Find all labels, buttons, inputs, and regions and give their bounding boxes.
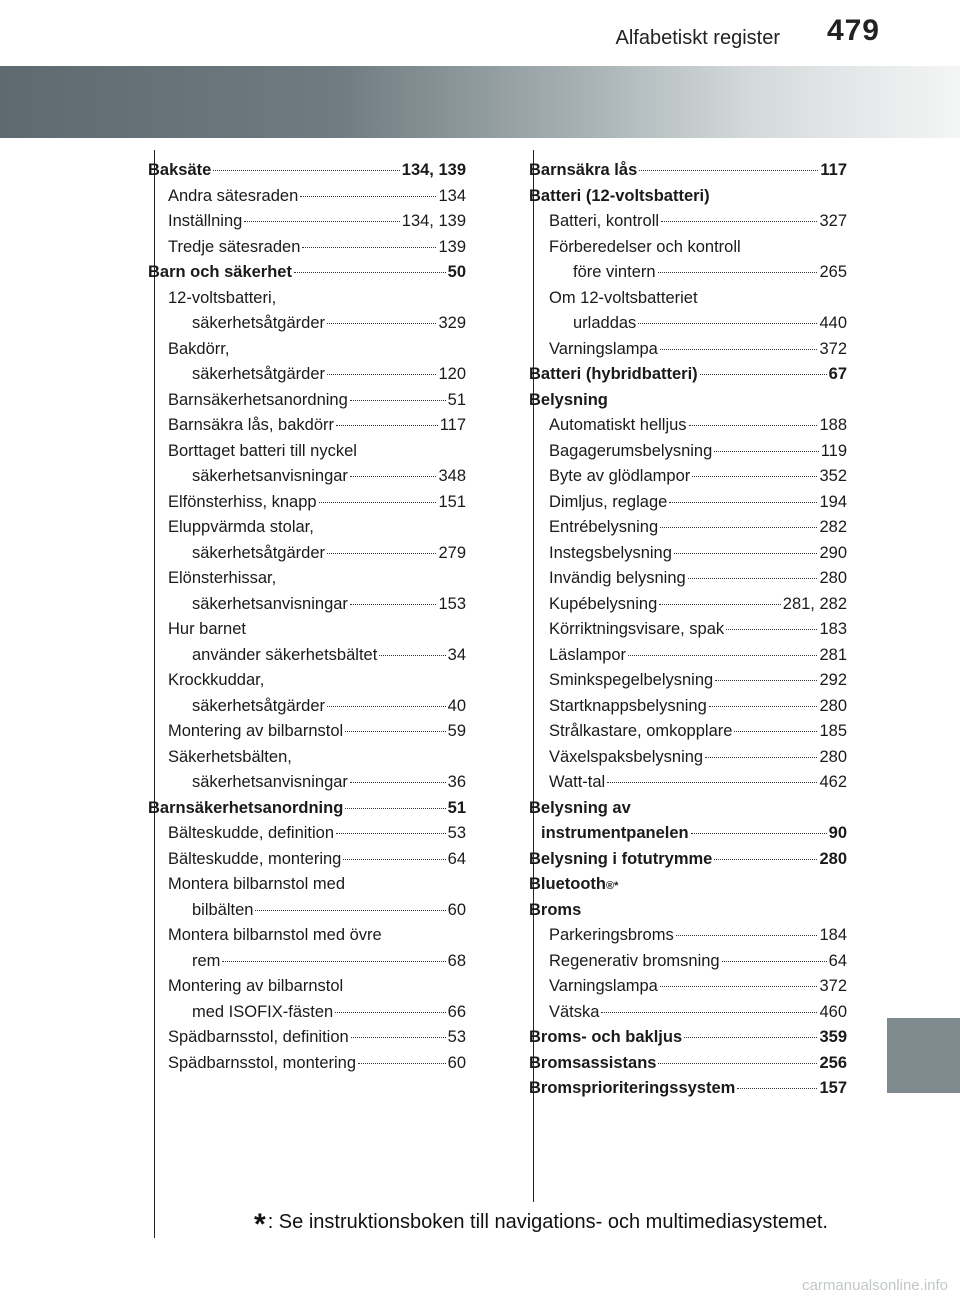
index-entry-page: 34 bbox=[447, 645, 466, 664]
index-entry-label: använder säkerhetsbältet bbox=[192, 645, 378, 664]
dot-leader bbox=[601, 1012, 817, 1013]
index-entry bbox=[529, 821, 847, 847]
dot-leader bbox=[659, 604, 781, 605]
index-entry-page: 372 bbox=[819, 977, 847, 995]
index-entry-page: 120 bbox=[438, 365, 466, 383]
dot-leader bbox=[336, 425, 438, 426]
index-entry bbox=[148, 362, 466, 388]
index-entry-label: Bälteskudde, definition bbox=[168, 824, 335, 842]
index-entry-label: Växelspaksbelysning bbox=[549, 747, 704, 766]
index-entry-label: Tredje sätesraden bbox=[168, 237, 301, 256]
dot-leader bbox=[709, 706, 818, 707]
index-entry bbox=[529, 286, 847, 312]
index-entry-page: 36 bbox=[447, 773, 466, 791]
index-entry-label: rem bbox=[192, 951, 221, 970]
index-entry-label: Byte av glödlampor bbox=[549, 467, 691, 485]
index-entry bbox=[529, 770, 847, 796]
footnote bbox=[254, 1208, 828, 1242]
index-entry bbox=[529, 1076, 847, 1102]
index-entry bbox=[529, 439, 847, 465]
index-entry-label: Belysning bbox=[529, 390, 608, 409]
dot-leader bbox=[669, 502, 817, 503]
index-entry-label: Läslampor bbox=[549, 645, 627, 664]
index-entry-label: Entrébelysning bbox=[549, 518, 659, 536]
index-entry-page: 50 bbox=[447, 263, 466, 281]
dot-leader bbox=[691, 833, 827, 834]
index-entry bbox=[148, 592, 466, 618]
index-entry-page: 329 bbox=[438, 314, 466, 332]
index-entry-label: Belysning av bbox=[529, 798, 631, 817]
index-entry bbox=[148, 235, 466, 261]
index-entry-page: 53 bbox=[447, 1028, 466, 1046]
index-entry-page: 134, 139 bbox=[401, 161, 466, 179]
dot-leader bbox=[692, 476, 817, 477]
watermark: carmanualsonline.info bbox=[802, 1277, 948, 1294]
index-entry-page: 327 bbox=[819, 212, 847, 230]
index-entry-page: 64 bbox=[447, 849, 466, 868]
index-entry bbox=[529, 643, 847, 669]
index-entry-label: urladdas bbox=[573, 314, 637, 332]
index-entry-label: Batteri (12-voltsbatteri) bbox=[529, 186, 710, 205]
index-entry-label: Elfönsterhiss, knapp bbox=[168, 492, 317, 511]
dot-leader bbox=[705, 757, 817, 758]
index-entry-page: 279 bbox=[438, 543, 466, 562]
index-entry-label: Eluppvärmda stolar, bbox=[168, 518, 314, 536]
index-entry bbox=[148, 337, 466, 363]
index-entry bbox=[148, 872, 466, 898]
index-entry-label: Dimljus, reglage bbox=[549, 492, 668, 511]
index-entry-page: 53 bbox=[447, 824, 466, 842]
index-entry-label: Broms- och bakljus bbox=[529, 1028, 683, 1046]
dot-leader bbox=[244, 221, 399, 222]
index-entry bbox=[148, 158, 466, 184]
index-entry bbox=[529, 694, 847, 720]
index-entry bbox=[148, 515, 466, 541]
index-entry bbox=[148, 413, 466, 439]
index-entry-label: Spädbarnsstol, montering bbox=[168, 1053, 357, 1072]
index-entry bbox=[148, 209, 466, 235]
index-entry bbox=[148, 617, 466, 643]
index-entry-label: Andra sätesraden bbox=[168, 186, 299, 205]
index-entry-page: 440 bbox=[819, 314, 847, 332]
index-entry bbox=[148, 898, 466, 924]
dot-leader bbox=[350, 476, 437, 477]
index-entry-page: 348 bbox=[438, 467, 466, 485]
header-band bbox=[0, 66, 960, 138]
index-entry-label: Barnsäkerhetsanordning bbox=[148, 798, 344, 817]
index-entry-label: säkerhetsåtgärder bbox=[192, 314, 325, 332]
dot-leader bbox=[676, 935, 818, 936]
index-entry-page: 280 bbox=[819, 569, 847, 587]
dot-leader bbox=[628, 655, 817, 656]
index-entry bbox=[148, 796, 466, 822]
index-entry-label: Montera bilbarnstol med övre bbox=[168, 926, 382, 944]
index-entry-page: 51 bbox=[447, 798, 466, 817]
index-entry-label: Instegsbelysning bbox=[549, 543, 672, 562]
index-entry bbox=[529, 235, 847, 261]
dot-leader bbox=[327, 374, 436, 375]
index-entry bbox=[148, 490, 466, 516]
index-entry bbox=[529, 719, 847, 745]
index-entry bbox=[148, 1051, 466, 1077]
index-entry bbox=[148, 1000, 466, 1026]
index-entry bbox=[529, 1025, 847, 1051]
index-entry-label: instrumentpanelen bbox=[541, 824, 689, 842]
index-entry-label: före vintern bbox=[573, 263, 656, 281]
dot-leader bbox=[335, 1012, 445, 1013]
index-entry bbox=[529, 362, 847, 388]
index-entry-label: Batteri (hybridbatteri) bbox=[529, 365, 698, 383]
index-entry bbox=[529, 847, 847, 873]
index-entry-page: 117 bbox=[439, 416, 466, 434]
index-entry-page: 359 bbox=[819, 1028, 847, 1046]
index-entry-label: Barn och säkerhet bbox=[148, 263, 292, 281]
index-entry-page: 151 bbox=[438, 492, 466, 511]
dot-leader bbox=[689, 425, 818, 426]
index-entry-page: 280 bbox=[819, 849, 847, 868]
section-title: Alfabetiskt register bbox=[615, 27, 780, 49]
index-entry bbox=[529, 668, 847, 694]
page-number: 479 bbox=[826, 14, 880, 47]
index-entry bbox=[529, 796, 847, 822]
index-entry-label: Om 12-voltsbatteriet bbox=[549, 288, 698, 307]
index-entry-page: 372 bbox=[819, 339, 847, 358]
index-entry bbox=[529, 184, 847, 210]
index-entry-label: Regenerativ bromsning bbox=[549, 951, 720, 970]
index-entry-page: 64 bbox=[828, 951, 847, 970]
dot-leader bbox=[734, 731, 817, 732]
index-entry-label: bilbälten bbox=[192, 900, 254, 919]
index-entry-label: Parkeringsbroms bbox=[549, 926, 674, 944]
index-entry-label: Förberedelser och kontroll bbox=[549, 237, 741, 256]
dot-leader bbox=[722, 961, 827, 962]
index-entry bbox=[148, 439, 466, 465]
dot-leader bbox=[350, 400, 446, 401]
index-entry-label: Invändig belysning bbox=[549, 569, 686, 587]
index-entry-page: 153 bbox=[438, 594, 466, 613]
index-entry-label: Varningslampa bbox=[549, 339, 658, 358]
index-entry-label: Spädbarnsstol, definition bbox=[168, 1028, 349, 1046]
index-entry-label: Inställning bbox=[168, 212, 243, 230]
dot-leader bbox=[345, 731, 445, 732]
dot-leader bbox=[661, 221, 817, 222]
index-entry bbox=[529, 617, 847, 643]
index-entry-label: Strålkastare, omkopplare bbox=[549, 722, 733, 740]
dot-leader bbox=[343, 859, 445, 860]
index-entry bbox=[529, 260, 847, 286]
dot-leader bbox=[379, 655, 445, 656]
index-entry bbox=[529, 337, 847, 363]
index-entry-page: 282 bbox=[819, 518, 847, 536]
index-entry-label: säkerhetsåtgärder bbox=[192, 696, 325, 715]
dot-leader bbox=[688, 578, 818, 579]
dot-leader bbox=[660, 527, 817, 528]
index-entry-page: 185 bbox=[819, 722, 847, 740]
index-entry bbox=[148, 643, 466, 669]
index-entry-label: Automatiskt helljus bbox=[549, 416, 687, 434]
dot-leader bbox=[700, 374, 827, 375]
index-entry-page: 119 bbox=[820, 441, 847, 460]
index-entry-page: 256 bbox=[819, 1053, 847, 1072]
index-entry-label: Belysning i fotutrymme bbox=[529, 849, 713, 868]
dot-leader bbox=[658, 272, 818, 273]
dot-leader bbox=[319, 502, 437, 503]
index-entry bbox=[148, 260, 466, 286]
index-entry bbox=[529, 515, 847, 541]
dot-leader bbox=[737, 1088, 817, 1089]
index-entry-label: med ISOFIX-fästen bbox=[192, 1002, 334, 1021]
index-entry bbox=[148, 974, 466, 1000]
index-entry bbox=[529, 1051, 847, 1077]
dot-leader bbox=[715, 680, 817, 681]
dot-leader bbox=[336, 833, 446, 834]
index-column-right bbox=[529, 158, 847, 1102]
dot-leader bbox=[213, 170, 399, 171]
index-entry-page: 134 bbox=[438, 186, 466, 205]
page-header bbox=[0, 0, 960, 62]
index-entry-label: Krockkuddar, bbox=[168, 671, 265, 689]
index-entry-label: Bagagerumsbelysning bbox=[549, 441, 713, 460]
index-entry-label: 12-voltsbatteri, bbox=[168, 288, 277, 307]
index-entry-page: 280 bbox=[819, 747, 847, 766]
index-entry bbox=[529, 490, 847, 516]
index-entry bbox=[148, 949, 466, 975]
index-entry-page: 68 bbox=[447, 951, 466, 970]
index-entry-page: 290 bbox=[819, 543, 847, 562]
index-entry-label: Bromsprioriteringssystem bbox=[529, 1079, 736, 1097]
dot-leader bbox=[714, 451, 818, 452]
dot-leader bbox=[684, 1037, 817, 1038]
index-entry-page: 66 bbox=[447, 1002, 466, 1021]
dot-leader bbox=[350, 604, 437, 605]
index-entry-label: Bluetooth bbox=[529, 875, 606, 893]
index-entry-label: säkerhetsåtgärder bbox=[192, 543, 325, 562]
footnote-star: * bbox=[254, 1208, 266, 1241]
index-entry bbox=[148, 847, 466, 873]
dot-leader bbox=[255, 910, 445, 911]
dot-leader bbox=[638, 323, 817, 324]
index-entry-label: Startknappsbelysning bbox=[549, 696, 707, 715]
index-entry-label: Montera bilbarnstol med bbox=[168, 875, 346, 893]
index-entry bbox=[148, 464, 466, 490]
index-entry-page: 139 bbox=[438, 237, 466, 256]
index-entry bbox=[148, 821, 466, 847]
index-entry-label: Bromsassistans bbox=[529, 1053, 657, 1072]
index-entry-page: 352 bbox=[819, 467, 847, 485]
index-entry bbox=[529, 311, 847, 337]
index-entry bbox=[148, 745, 466, 771]
index-entry-label: Montering av bilbarnstol bbox=[168, 722, 344, 740]
dot-leader bbox=[300, 196, 436, 197]
index-entry-label: Barnsäkerhetsanordning bbox=[168, 390, 348, 409]
index-entry-page: 134, 139 bbox=[401, 212, 466, 230]
index-entry-page: 183 bbox=[819, 620, 847, 638]
index-entry-page: 281 bbox=[819, 645, 847, 664]
index-entry-page: 67 bbox=[828, 365, 847, 383]
index-entry-page: 90 bbox=[828, 824, 847, 842]
index-entry bbox=[529, 949, 847, 975]
index-entry: Bluetooth ®* bbox=[529, 872, 847, 898]
index-entry bbox=[529, 158, 847, 184]
dot-leader bbox=[358, 1063, 446, 1064]
index-entry bbox=[148, 694, 466, 720]
index-entry-page: 292 bbox=[819, 671, 847, 689]
index-entry-label: Baksäte bbox=[148, 161, 212, 179]
index-entry bbox=[148, 184, 466, 210]
index-entry bbox=[529, 923, 847, 949]
index-entry-label: Bakdörr, bbox=[168, 339, 230, 358]
index-entry-label: Vätska bbox=[549, 1002, 600, 1021]
index-entry-page: 60 bbox=[447, 1053, 466, 1072]
dot-leader bbox=[302, 247, 436, 248]
dot-leader bbox=[660, 986, 818, 987]
index-entry bbox=[148, 923, 466, 949]
index-entry bbox=[148, 388, 466, 414]
index-entry-label: Borttaget batteri till nyckel bbox=[168, 441, 357, 460]
index-entry-page: 184 bbox=[819, 926, 847, 944]
index-entry-page: 60 bbox=[447, 900, 466, 919]
index-entry-page: 188 bbox=[819, 416, 847, 434]
dot-leader bbox=[351, 1037, 446, 1038]
dot-leader bbox=[658, 1063, 817, 1064]
index-entry bbox=[148, 1025, 466, 1051]
index-entry bbox=[529, 464, 847, 490]
index-entry-label: Barnsäkra lås bbox=[529, 161, 638, 179]
index-entry bbox=[529, 1000, 847, 1026]
index-entry-label: Hur barnet bbox=[168, 620, 246, 638]
index-entry bbox=[529, 388, 847, 414]
index-entry bbox=[148, 668, 466, 694]
index-entry-page: 280 bbox=[819, 696, 847, 715]
index-entry bbox=[529, 209, 847, 235]
index-entry-label: säkerhetsanvisningar bbox=[192, 467, 348, 485]
dot-leader bbox=[222, 961, 445, 962]
index-entry bbox=[529, 566, 847, 592]
index-entry-label: Kupébelysning bbox=[549, 594, 658, 613]
index-entry-page: 59 bbox=[447, 722, 466, 740]
index-entry bbox=[529, 974, 847, 1000]
index-entry bbox=[148, 541, 466, 567]
index-column-left bbox=[148, 158, 466, 1076]
dot-leader bbox=[714, 859, 817, 860]
index-entry-label: Elönsterhissar, bbox=[168, 569, 277, 587]
dot-leader bbox=[639, 170, 818, 171]
index-entry-page: 265 bbox=[819, 263, 847, 281]
index-entry-page: 460 bbox=[819, 1002, 847, 1021]
index-entry bbox=[148, 566, 466, 592]
dot-leader bbox=[327, 323, 436, 324]
index-entry-label: Watt-tal bbox=[549, 773, 606, 791]
index-entry bbox=[148, 311, 466, 337]
index-entry-label: Sminkspegelbelysning bbox=[549, 671, 714, 689]
index-entry-page: 117 bbox=[820, 161, 847, 179]
index-entry bbox=[529, 745, 847, 771]
index-entry-page: 157 bbox=[819, 1079, 847, 1097]
index-entry bbox=[148, 770, 466, 796]
index-entry-label: Varningslampa bbox=[549, 977, 658, 995]
index-entry-page: 51 bbox=[447, 390, 466, 409]
index-entry bbox=[148, 286, 466, 312]
index-entry-page: 462 bbox=[819, 773, 847, 791]
index-entry bbox=[529, 898, 847, 924]
index-entry-label: Montering av bilbarnstol bbox=[168, 977, 344, 995]
index-entry bbox=[529, 413, 847, 439]
index-entry bbox=[529, 541, 847, 567]
index-entry bbox=[529, 592, 847, 618]
index-entry-label: Säkerhetsbälten, bbox=[168, 747, 292, 766]
index-entry-page: 281, 282 bbox=[782, 594, 847, 613]
index-entry bbox=[148, 719, 466, 745]
index-entry-label: Körriktningsvisare, spak bbox=[549, 620, 725, 638]
index-entry-label: säkerhetsåtgärder bbox=[192, 365, 325, 383]
index-entry-page: 194 bbox=[819, 492, 847, 511]
dot-leader bbox=[350, 782, 446, 783]
dot-leader bbox=[327, 706, 446, 707]
dot-leader bbox=[726, 629, 817, 630]
index-entry-label: Barnsäkra lås, bakdörr bbox=[168, 416, 334, 434]
dot-leader bbox=[327, 553, 436, 554]
index-entry-label: Broms bbox=[529, 900, 582, 919]
index-entry-label: Batteri, kontroll bbox=[549, 212, 660, 230]
dot-leader bbox=[660, 349, 818, 350]
index-entry-label: säkerhetsanvisningar bbox=[192, 594, 348, 613]
dot-leader bbox=[345, 808, 445, 809]
section-thumb-tab bbox=[887, 1018, 960, 1093]
dot-leader bbox=[294, 272, 446, 273]
dot-leader bbox=[607, 782, 817, 783]
index-entry-label: Bälteskudde, montering bbox=[168, 849, 342, 868]
index-entry-page: 40 bbox=[447, 696, 466, 715]
footnote-text: : Se instruktionsboken till navigations- och multimediasystemet. bbox=[267, 1211, 828, 1233]
index-entry-label: säkerhetsanvisningar bbox=[192, 773, 348, 791]
dot-leader bbox=[674, 553, 818, 554]
